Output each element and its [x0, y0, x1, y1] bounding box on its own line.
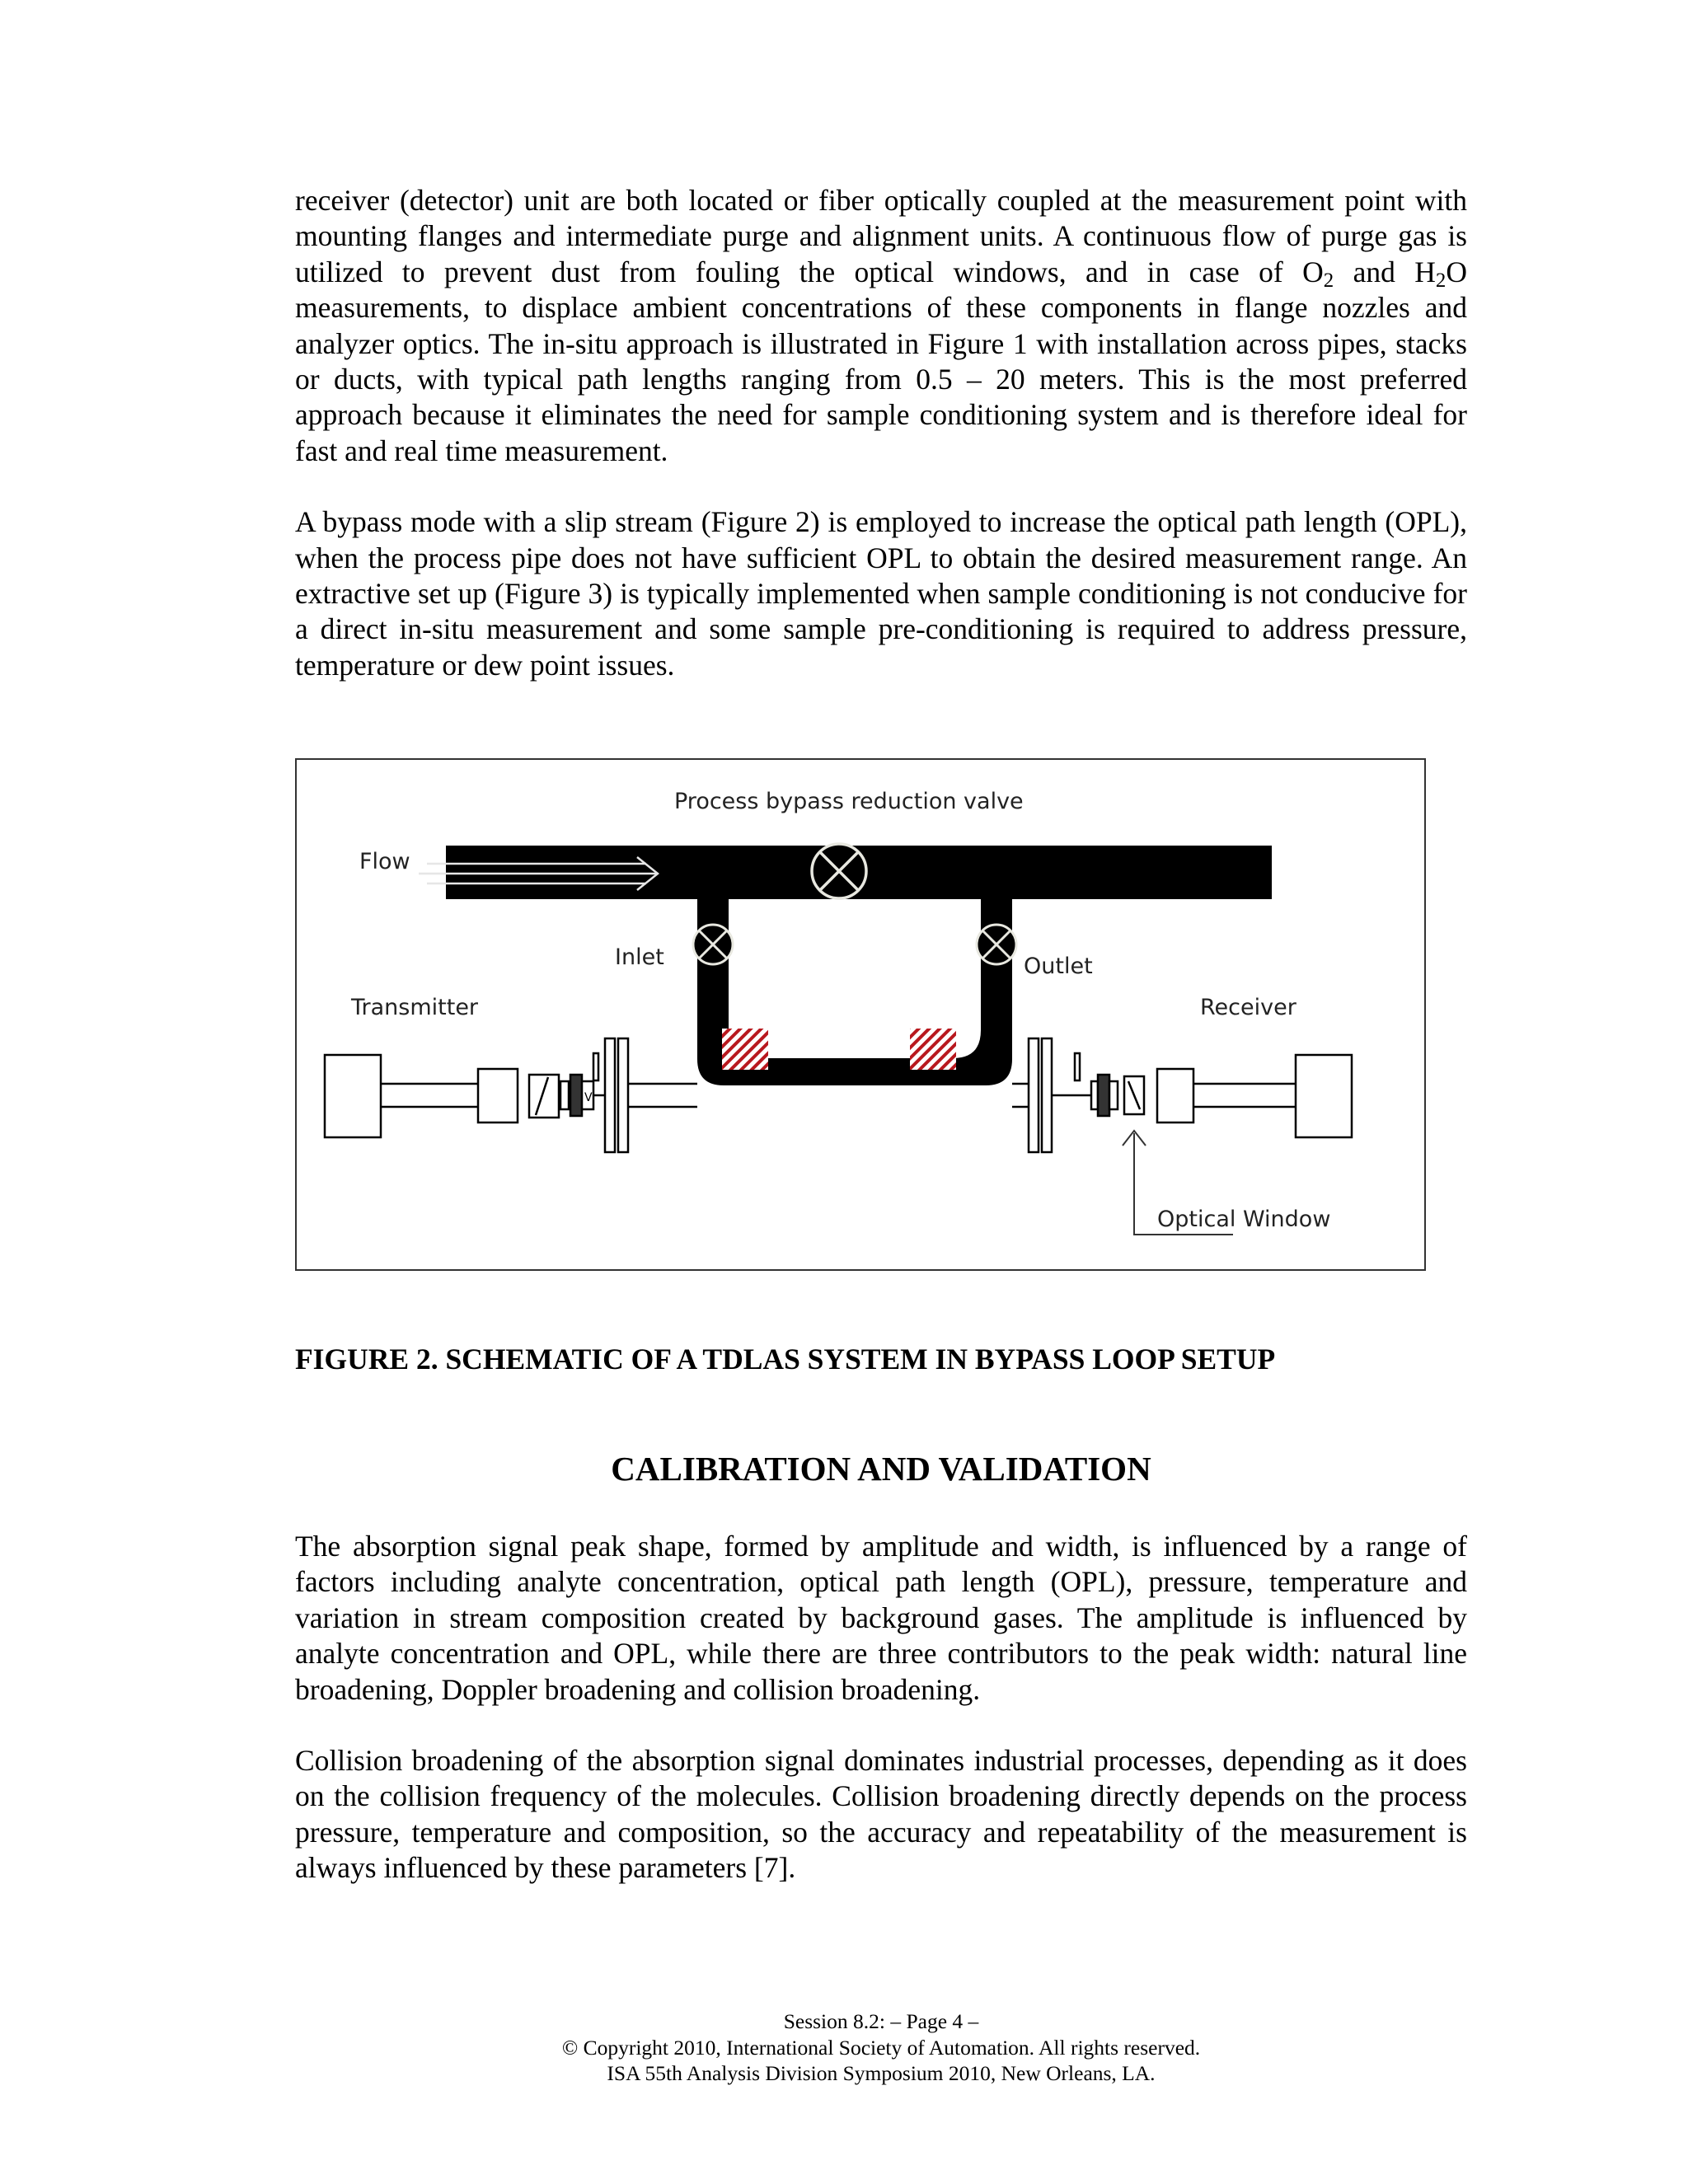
valve-outlet-icon — [977, 925, 1016, 964]
paragraph-peak-shape: The absorption signal peak shape, formed by amplitude and width, is influenced by a range of factors including analyte concentration, optical path length (OPL), pressure, temperature and variation in stream composition created by background gases. The amplitude is influenced by analyte concentration and OPL, while there are three contributors to the peak width: natural line broadening, Doppler broadening and collision broadening. — [295, 1530, 1467, 1706]
section-body — [295, 1529, 1467, 1886]
valve-label: Process bypass reduction valve — [674, 789, 1024, 814]
valve-main-icon — [812, 844, 866, 898]
hatch-right — [910, 1029, 956, 1070]
paragraph-bypass: A bypass mode with a slip stream (Figure 2) is employed to increase the optical path length (OPL), when the process pipe does not have sufficient OPL to obtain the desired measurement range. An extractive set up (Figure 3) is typically implemented when sample conditioning is not conducive for a direct in-situ measurement and some sample pre-conditioning is required to address pressure, temperature or dew point issues. — [295, 505, 1467, 682]
footer-symposium: ISA 55th Analysis Division Symposium 2010, New Orleans, LA. — [607, 2061, 1156, 2085]
figure-bypass-schematic — [295, 758, 1426, 1271]
hatch-left — [722, 1029, 768, 1070]
receiver-label: Receiver — [1200, 995, 1296, 1020]
paragraph-intro: receiver (detector) unit are both located or fiber optically coupled at the measurement point with mounting flanges and intermediate purge and alignment units. A continuous flow of purge gas is utilized to prevent dust from fouling the optical windows, and in case of $O_2$ and $H_2O$ measurements, to displace ambient concentrations of these components in flange nozzles and analyzer optics. The in-situ approach is illustrated in Figure 1 with installation across pipes, stacks or ducts, with typical path lengths ranging from 0.5 – 20 meters. This is the most preferred approach because it eliminates the need for sample conditioning system and is therefore ideal for fast and real time measurement. — [295, 184, 1467, 467]
transmitter-label: Transmitter — [351, 995, 479, 1020]
body-text — [295, 183, 1467, 683]
outlet-label: Outlet — [1024, 954, 1093, 979]
optical-window-label: Optical Window — [1157, 1207, 1331, 1232]
paragraph-collision-broadening: Collision broadening of the absorption signal dominates industrial processes, depending as it does on the collision frequency of the molecules. Collision broadening directly depends on the process pressure, temperature and composition, so the accuracy and repeatability of the measurement is always influenced by these parameters [7]. — [295, 1744, 1467, 1885]
page-footer — [295, 2008, 1467, 2087]
section-heading: CALIBRATION AND VALIDATION — [611, 1450, 1151, 1488]
valve-inlet-icon — [693, 925, 733, 964]
svg-text:V: V — [584, 1091, 593, 1104]
loop-window-block — [801, 1073, 877, 1085]
flow-label: Flow — [359, 849, 410, 874]
footer-session: Session 8.2: – Page 4 – — [783, 2009, 979, 2033]
figure-caption: FIGURE 2. SCHEMATIC OF A TDLAS SYSTEM IN BYPASS LOOP SETUP — [295, 1343, 1276, 1376]
footer-copyright: © Copyright 2010, International Society of Automation. All rights reserved. — [561, 2035, 1201, 2060]
inlet-label: Inlet — [615, 944, 664, 970]
